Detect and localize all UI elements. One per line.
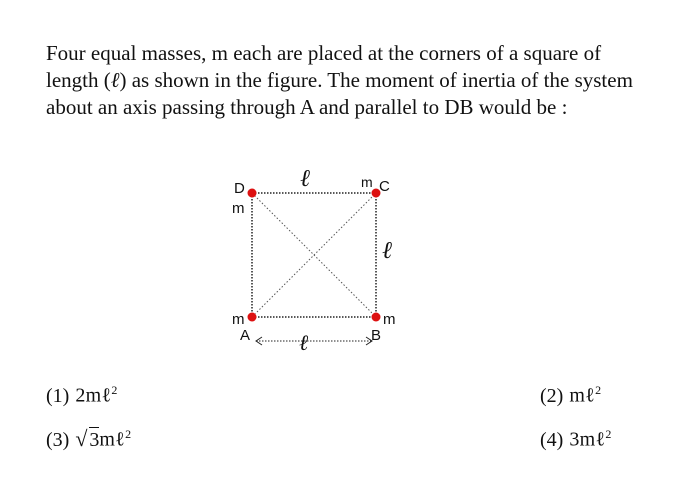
mass-label-a: m [232, 311, 245, 328]
question-text [46, 40, 646, 121]
option-4-exponent: 2 [605, 427, 612, 441]
option-3-radicand: 3 [89, 428, 100, 451]
option-3-expression: mℓ [99, 428, 126, 451]
option-2-exponent: 2 [595, 383, 602, 397]
option-1[interactable] [46, 378, 117, 408]
corner-label-b: B [371, 327, 382, 344]
mass-dot-d [248, 189, 257, 198]
square-root [75, 425, 100, 451]
option-2-number: (2) [540, 384, 564, 407]
option-3-number: (3) [46, 428, 70, 451]
option-4[interactable] [540, 422, 611, 452]
side-label-right: ℓ [382, 238, 392, 264]
diagonal-db [252, 193, 376, 317]
option-1-number: (1) [46, 384, 70, 407]
mass-label-b: m [383, 311, 396, 328]
option-3[interactable] [46, 422, 131, 452]
question-part-1: Four equal masses, m each are placed at the corners of a square of length ( [46, 41, 602, 92]
mass-dot-b [372, 313, 381, 322]
option-1-expression: 2mℓ [75, 384, 112, 407]
length-symbol: ℓ [110, 68, 120, 92]
corner-label-d: D [234, 180, 245, 197]
radical-sign-icon: √ [75, 425, 88, 451]
option-2-expression: mℓ [569, 384, 596, 407]
option-4-expression: 3mℓ [569, 428, 606, 451]
mass-label-d: m [232, 200, 245, 217]
side-label-top: ℓ [300, 166, 310, 192]
corner-label-a: A [240, 327, 251, 344]
mass-dot-a [248, 313, 257, 322]
side-label-bottom: ℓ [299, 330, 309, 355]
square-figure [215, 160, 415, 360]
option-4-number: (4) [540, 428, 564, 451]
question-part-2: ) as shown in the figure. The moment of inertia of the system about an axis passing through A and parallel to DB would be : [46, 68, 633, 119]
option-1-exponent: 2 [111, 383, 118, 397]
option-3-exponent: 2 [125, 427, 132, 441]
mass-label-c: m [361, 174, 373, 190]
option-2[interactable] [540, 378, 601, 408]
corner-label-c: C [379, 178, 390, 195]
